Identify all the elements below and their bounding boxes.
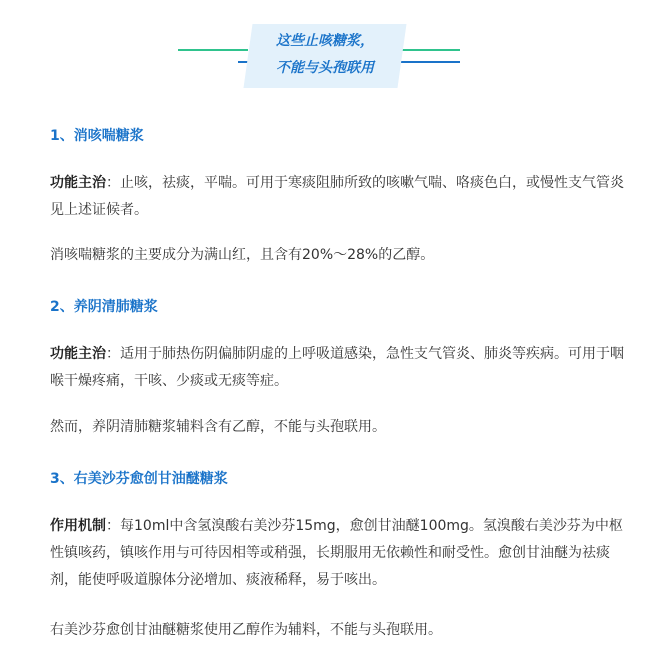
section-2-text: ：适用于肺热伤阴偏肺阴虚的上呼吸道感染，急性支气管炎、肺炎等疾病。可用于咽喉干燥疼痛，干咳、少痰或无痰等症。	[50, 346, 624, 389]
section-2-paragraph-1	[50, 341, 624, 395]
banner-title-line1: 这些止咳糖浆，	[276, 33, 374, 49]
decorative-line	[178, 49, 248, 51]
section-heading-1: 1、消咳喘糖浆	[50, 128, 144, 144]
section-3-label: 作用机制	[50, 518, 106, 534]
section-heading-3: 3、右美沙芬愈创甘油醚糖浆	[50, 471, 228, 487]
section-3-paragraph-1	[50, 513, 624, 594]
section-1-paragraph-1	[50, 170, 624, 224]
section-1-text: ：止咳，祛痰，平喘。可用于寒痰阻肺所致的咳嗽气喘、咯痰色白，或慢性支气管炎见上述证候者。	[50, 175, 624, 218]
banner-title	[248, 28, 402, 82]
section-2-label: 功能主治	[50, 346, 106, 362]
section-1-label: 功能主治	[50, 175, 106, 191]
section-2-paragraph-2: 然而，养阴清肺糖浆辅料含有乙醇，不能与头孢联用。	[50, 419, 386, 435]
section-3-paragraph-2: 右美沙芬愈创甘油醚糖浆使用乙醇作为辅料，不能与头孢联用。	[50, 622, 442, 638]
section-3-text: ：每10ml中含氢溴酸右美沙芬15mg，愈创甘油醚100mg。氢溴酸右美沙芬为中枢性镇咳药，镇咳作用与可待因相等或稍强，长期服用无依赖性和耐受性。愈创甘油醚为祛痰剂，能使呼吸道腺体分泌增加、痰液稀释，易于咳出。	[50, 518, 623, 588]
banner-title-line2: 不能与头孢联用	[276, 60, 374, 76]
section-1-paragraph-2: 消咳喘糖浆的主要成分为满山红，且含有20%～28%的乙醇。	[50, 247, 435, 263]
section-heading-2: 2、养阴清肺糖浆	[50, 299, 158, 315]
header-banner	[0, 0, 650, 100]
